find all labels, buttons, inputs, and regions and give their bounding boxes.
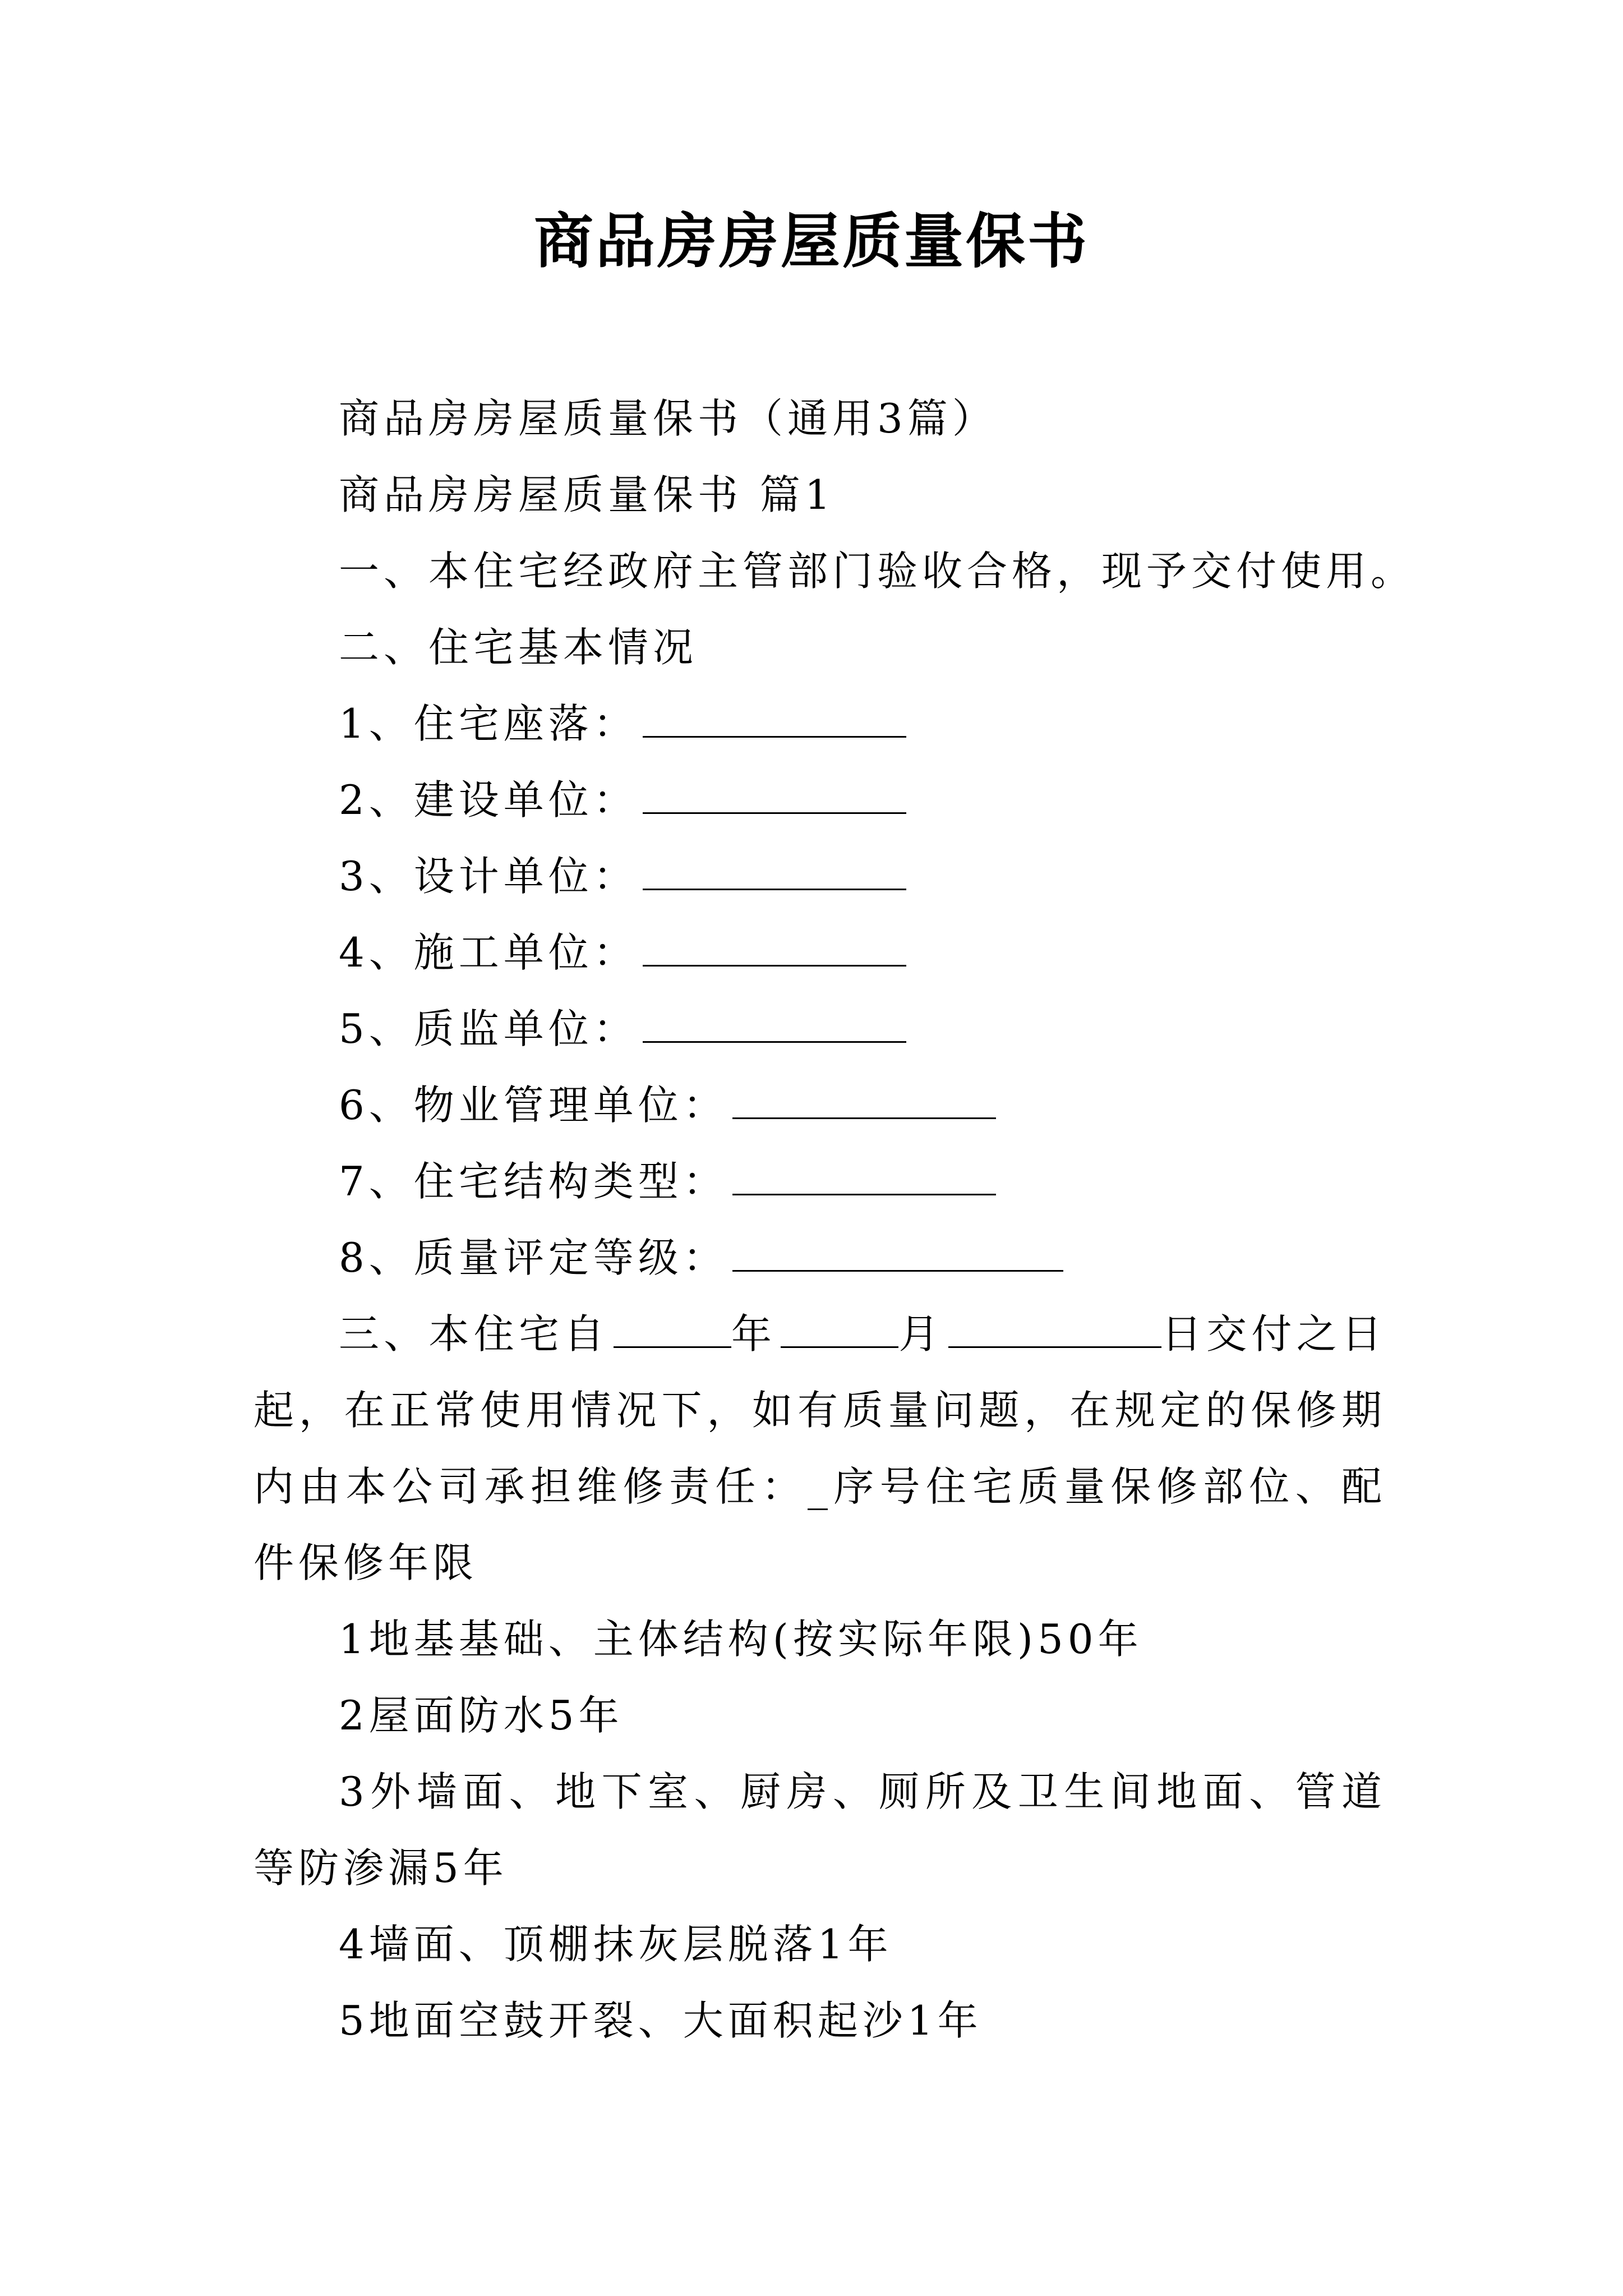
field-row: [253, 914, 1386, 991]
field-label: 3、设计单位：: [339, 853, 638, 900]
blank-line[interactable]: [643, 767, 906, 814]
clause-3: [253, 1296, 1386, 1601]
section-heading: 商品房房屋质量保书 篇1: [339, 471, 835, 518]
field-label: 2、建设单位：: [339, 776, 638, 823]
warranty-item: 2屋面防水5年: [339, 1692, 624, 1739]
field-label: 6、物业管理单位：: [339, 1082, 728, 1129]
field-row: [253, 685, 1386, 762]
warranty-item: 4墙面、顶棚抹灰层脱落1年: [339, 1921, 893, 1968]
field-label: 1、住宅座落：: [339, 700, 638, 747]
warranty-item: 5地面空鼓开裂、大面积起沙1年: [339, 1997, 983, 2044]
blank-line[interactable]: [643, 844, 906, 890]
field-label: 8、质量评定等级：: [339, 1234, 728, 1281]
blank-line[interactable]: [732, 1073, 996, 1119]
field-row: [253, 762, 1386, 838]
field-label: 7、住宅结构类型：: [339, 1158, 728, 1205]
year-label: 年: [731, 1310, 777, 1358]
blank-line[interactable]: [732, 1225, 1063, 1272]
day-blank[interactable]: [948, 1301, 1161, 1348]
month-label: 月: [898, 1310, 944, 1358]
blank-line[interactable]: [643, 996, 906, 1043]
blank-line[interactable]: [732, 1149, 996, 1195]
blank-line[interactable]: [643, 691, 906, 738]
field-label: 4、施工单位：: [339, 929, 638, 976]
document-title: 商品房房屋质量保书: [534, 206, 1089, 276]
field-row: [253, 1067, 1386, 1143]
field-row: [253, 1143, 1386, 1220]
field-label: 5、质监单位：: [339, 1005, 638, 1052]
year-blank[interactable]: [614, 1301, 731, 1348]
document-body: [253, 380, 1416, 2059]
field-row: [253, 1220, 1386, 1296]
field-row: [253, 838, 1386, 914]
warranty-item: 3外墙面、地下室、厨房、厕所及卫生间地面、管道等防渗漏5年: [253, 1768, 1386, 1892]
month-blank[interactable]: [781, 1301, 898, 1348]
warranty-item: 1地基基础、主体结构(按实际年限)50年: [339, 1616, 1143, 1663]
clause-2: 二、住宅基本情况: [339, 624, 698, 671]
clause-3-rest: 日交付之日起，在正常使用情况下，如有质量问题，在规定的保修期内由本公司承担维修责任：_序号住宅质量保修部位、配件保修年限: [253, 1310, 1386, 1586]
clause-3-prefix: 三、本住宅自: [339, 1310, 609, 1358]
document-subtitle: 商品房房屋质量保书（通用3篇）: [339, 395, 997, 442]
field-row: [253, 991, 1386, 1067]
blank-line[interactable]: [643, 920, 906, 967]
clause-1: 一、本住宅经政府主管部门验收合格，现予交付使用。: [339, 547, 1416, 595]
